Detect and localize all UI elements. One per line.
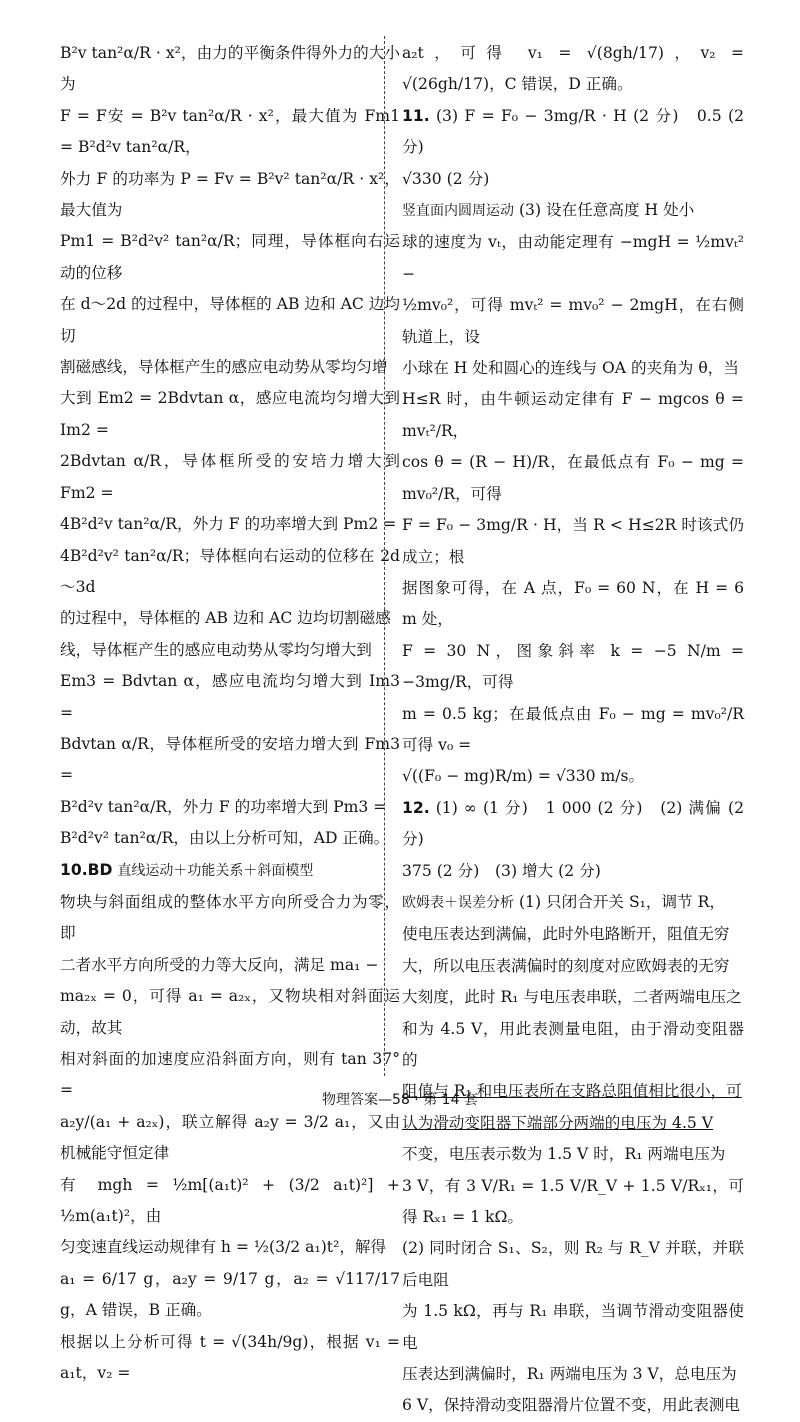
text-line: B²d²v² tan²α/R，由以上分析可知，AD 正确。 [60, 829, 390, 848]
text-line: 不变，电压表示数为 1.5 V 时，R₁ 两端电压为 [402, 1145, 726, 1164]
text-line: m = 0.5 kg；在最低点由 F₀ − mg = mv₀²/R 可得 v₀ = [402, 704, 744, 754]
question-number: 12. [402, 798, 430, 817]
text-line: 阻值与 R₁ 和电压表所在支路总阻值相比很小，可 [402, 1082, 742, 1101]
text-line: √((F₀ − mg)R/m) = √330 m/s。 [402, 767, 645, 786]
answer-key: (1) ∞ (1 分) 1 000 (2 分) (2) 满偏 (2 分) [402, 798, 744, 849]
text-line: 匀变速直线运动规律有 h = ½(3/2 a₁)t²，解得 [60, 1238, 387, 1257]
text-line: F = F₀ − 3mg/R · H，当 R < H≤2R 时该式仍成立；根 [402, 516, 744, 566]
text-line: a₂t，可得 v₁ = √(8gh/17)，v₂ = √(26gh/17)，C 错误，D 正确。 [402, 44, 744, 94]
text-line: B²d²v tan²α/R，外力 F 的功率增大到 Pm3 = [60, 797, 387, 816]
text-line: 大，所以电压表满偏时的刻度对应欧姆表的无穷 [402, 956, 730, 975]
text-line: 割磁感线，导体框产生的感应电动势从零均匀增 [60, 358, 388, 377]
text-line: 使电压表达到满偏，此时外电路断开，阻值无穷 [402, 925, 730, 944]
text-line: 物块与斜面组成的整体水平方向所受合力为零，即 [60, 892, 400, 943]
question-10 [60, 855, 400, 1390]
text-line: Bdvtan α/R，导体框所受的安培力增大到 Fm3 = [60, 734, 400, 785]
topic-tags: 欧姆表＋误差分析 [402, 894, 514, 911]
text-line: ma₂ₓ = 0，可得 a₁ = a₂ₓ，又物块相对斜面运动，故其 [60, 987, 400, 1037]
text-line: 为 1.5 kΩ，再与 R₁ 串联，当调节滑动变阻器使电 [402, 1302, 744, 1352]
text-line: F = 30 N，图象斜率 k = −5 N/m = −3mg/R，可得 [402, 641, 744, 692]
text-line: 线，导体框产生的感应电动势从零均匀增大到 [60, 640, 372, 659]
text-line: 3 V，有 3 V/R₁ = 1.5 V/R_V + 1.5 V/Rₓ₁，可得 Rₓ₁ = 1 kΩ。 [402, 1176, 744, 1227]
text-line: 压表达到满偏时，R₁ 两端电压为 3 V，总电压为 [402, 1365, 737, 1384]
answer-key: BD [87, 860, 113, 879]
text-line: 球的速度为 vₜ，由动能定理有 −mgH = ½mvₜ² − [402, 233, 744, 283]
question-number: 11. [402, 106, 430, 125]
text-line: 认为滑动变阻器下端部分两端的电压为 4.5 V [402, 1113, 714, 1132]
page-footer: 物理答案—58 · 第 14 套 [322, 1092, 478, 1108]
topic-tags: 竖直面内圆周运动 [402, 203, 514, 220]
text-line: ½mv₀²，可得 mvₜ² = mv₀² − 2mgH，在右侧轨道上，设 [402, 296, 744, 346]
text-line: (3) 设在任意高度 H 处小 [518, 201, 695, 220]
question-number: 10. [60, 860, 88, 879]
text-line: (1) 只闭合开关 S₁，调节 R， [518, 892, 725, 911]
text-line: 外力 F 的功率为 P = Fv = B²v² tan²α/R · x²，最大值为 [60, 169, 400, 220]
text-line: (2) 同时闭合 S₁、S₂，则 R₂ 与 R_V 并联，并联后电阻 [402, 1239, 744, 1289]
text-line: 的过程中，导体框的 AB 边和 AC 边均切割磁感 [60, 609, 391, 628]
text-line: 和为 4.5 V，用此表测量电阻，由于滑动变阻器的 [402, 1019, 744, 1069]
text-line: Em3 = Bdvtan α，感应电流均匀增大到 Im3 = [60, 672, 400, 722]
answer-key: (3) F = F₀ − 3mg/R · H (2 分) 0.5 (2 分) [402, 106, 744, 157]
text-line: B²v tan²α/R · x²，由力的平衡条件得外力的大小为 [60, 44, 400, 94]
text-line: 据图象可得，在 A 点，F₀ = 60 N，在 H = 6 m 处， [402, 578, 744, 629]
text-line: a₁ = 6/17 g，a₂y = 9/17 g，a₂ = √117/17 g，A 错误，B 正确。 [60, 1269, 400, 1320]
text-line: 4B²d²v² tan²α/R；导体框向右运动的位移在 2d～3d [60, 546, 400, 596]
text-line: 4B²d²v tan²α/R，外力 F 的功率增大到 Pm2 = [60, 515, 397, 534]
question-11 [402, 101, 744, 793]
topic-tags: 直线运动＋功能关系＋斜面模型 [117, 862, 314, 879]
text-line: 根据以上分析可得 t = √(34h/9g)，根据 v₁ = a₁t，v₂ = [60, 1332, 400, 1383]
text-line: 小球在 H 处和圆心的连线与 OA 的夹角为 θ，当 [402, 359, 739, 378]
column-divider [384, 36, 385, 1076]
text-line: Pm1 = B²d²v² tan²α/R；同理，导体框向右运动的位移 [60, 232, 400, 282]
text-line: 6 V，保持滑动变阻器滑片位置不变，用此表测电 [402, 1396, 741, 1415]
text-line: 二者水平方向所受的力等大反向，满足 ma₁ − [60, 955, 379, 974]
text-line: F = F安 = B²v tan²α/R · x²，最大值为 Fm1 = B²d²v tan²α/R， [60, 106, 400, 157]
answer-key: 375 (2 分) (3) 增大 (2 分) [402, 861, 601, 880]
text-line: 2Bdvtan α/R，导体框所受的安培力增大到 Fm2 = [60, 452, 400, 502]
text-line: 在 d～2d 的过程中，导体框的 AB 边和 AC 边均切 [60, 295, 400, 345]
answer-key: √330 (2 分) [402, 169, 490, 188]
left-column [60, 38, 400, 1389]
text-line: 大到 Em2 = 2Bdvtan α，感应电流均匀增大到 Im2 = [60, 389, 400, 439]
right-column [402, 38, 744, 1422]
text-line: a₂y/(a₁ + a₂ₓ)，联立解得 a₂y = 3/2 a₁，又由机械能守恒定律 [60, 1112, 400, 1163]
text-line: 相对斜面的加速度应沿斜面方向，则有 tan 37° = [60, 1050, 400, 1100]
text-line: cos θ = (R − H)/R，在最低点有 F₀ − mg = mv₀²/R，可得 [402, 453, 744, 503]
text-line: 有 mgh = ½m[(a₁t)² + (3/2 a₁t)²] + ½m(a₁t)²，由 [60, 1175, 400, 1226]
text-line: 大刻度，此时 R₁ 与电压表串联，二者两端电压之 [402, 988, 742, 1007]
text-line: H≤R 时，由牛顿运动定律有 F − mgcos θ = mvₜ²/R， [402, 390, 744, 440]
